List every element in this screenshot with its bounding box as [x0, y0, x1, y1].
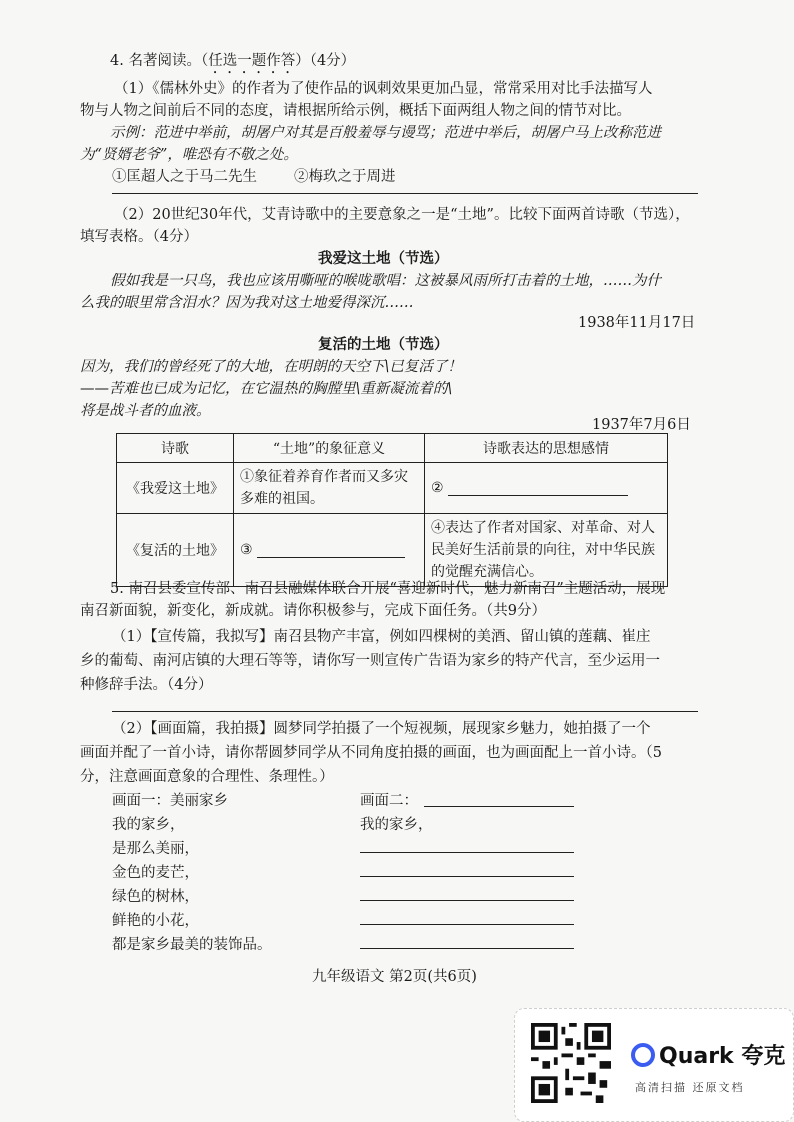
- poem2-line3: 将是战斗者的血液。: [80, 403, 211, 419]
- poem2-line2: ——苦难也已成为记忆，在它温热的胸膛里\重新凝流着的\: [80, 381, 453, 397]
- q4-item2: ②梅玖之于周进: [294, 169, 396, 185]
- q4-title: 4. 名著阅读。（任选一题作答）（4分）: [110, 53, 356, 69]
- q5-task1-line2: 乡的葡萄、南河店镇的大理石等等，请你写一则宣传广告语为家乡的特产代言，至少运用一: [80, 653, 660, 669]
- scene2-title-blank[interactable]: [424, 806, 574, 807]
- scene2-blank-line[interactable]: [360, 948, 574, 949]
- qr-code-icon: [531, 1023, 611, 1103]
- row2-feeling: ④表达了作者对国家、对革命、对人民美好生活前景的向往，对中华民族的觉醒充满信心。: [425, 514, 668, 587]
- quark-tagline: 高清扫描 还原文档: [635, 1081, 745, 1094]
- scene1-line: 是那么美丽，: [112, 841, 199, 857]
- q4-part2-line1: （2）20世纪30年代，艾青诗歌中的主要意象之一是“土地”。比较下面两首诗歌（节选），: [114, 207, 690, 223]
- scene1-line: 都是家乡最美的装饰品。: [112, 937, 272, 953]
- row2-poem: 《复活的土地》: [117, 514, 234, 587]
- row1-feeling-cell[interactable]: [425, 463, 668, 514]
- q4-part2-line2: 填写表格。（4分）: [80, 229, 198, 245]
- q5-task2-line2: 画面并配了一首小诗，请你帮圆梦同学从不同角度拍摄的画面，也为画面配上一首小诗。（5: [80, 745, 662, 761]
- poem1-title: 我爱这土地（节选）: [318, 250, 449, 267]
- q4-answer-line[interactable]: [112, 193, 698, 194]
- table-header-row: [117, 434, 668, 463]
- quark-badge: [514, 1008, 794, 1122]
- q5-task2-line1: （2）【画面篇，我拍摄】圆梦同学拍摄了一个短视频，展现家乡魅力，她拍摄了一个: [112, 721, 651, 737]
- q5-intro-line1: 5. 南召县委宣传部、南召县融媒体联合开展“喜迎新时代，魅力新南召”主题活动，展现: [110, 581, 666, 597]
- scene2-label: 画面二：: [360, 793, 418, 809]
- table-header-meaning: “土地”的象征意义: [234, 434, 425, 463]
- scene2-first-line: 我的家乡，: [360, 817, 433, 833]
- quark-logo-icon: [631, 1043, 655, 1067]
- table-row: [117, 463, 668, 514]
- scene1-line: 我的家乡，: [112, 817, 185, 833]
- poem1-line2: 么我的眼里常含泪水？因为我对这土地爱得深沉……: [80, 295, 414, 311]
- q4-item1: ①匡超人之于马二先生: [112, 169, 257, 185]
- table-header-feeling: 诗歌表达的思想感情: [425, 434, 668, 463]
- poem1-date: 1938年11月17日: [578, 315, 696, 331]
- page-footer: 九年级语文 第2页(共6页): [312, 969, 477, 985]
- scene2-blank-line[interactable]: [360, 900, 574, 901]
- row2-meaning-blank[interactable]: [257, 557, 405, 558]
- scene2-blank-line[interactable]: [360, 924, 574, 925]
- row2-meaning-cell[interactable]: [234, 514, 425, 587]
- q5-task1-line3: 种修辞手法。（4分）: [80, 677, 213, 693]
- quark-logo: Quark 夸克: [631, 1039, 785, 1070]
- scene2-blank-line[interactable]: [360, 852, 574, 853]
- row2-meaning: ③: [240, 542, 253, 558]
- q4-part1-line2: 物与人物之间前后不同的态度，请根据所给示例，概括下面两组人物之间的情节对比。: [80, 103, 631, 119]
- scene1-label: 画面一：美丽家乡: [112, 793, 228, 809]
- q5-task1-line1: （1）【宣传篇，我拟写】南召县物产丰富，例如四棵树的美酒、留山镇的莲藕、崔庄: [112, 629, 651, 645]
- row1-poem: 《我爱这土地》: [117, 463, 234, 514]
- row1-feeling-blank[interactable]: [448, 495, 628, 496]
- q4-example-line2: 为“贤婿老爷”，唯恐有不敬之处。: [80, 147, 298, 163]
- row1-feeling: ②: [431, 480, 444, 496]
- row1-meaning: ①象征着养育作者而又多灾多难的祖国。: [234, 463, 425, 514]
- q5-task2-line3: 分，注意画面意象的合理性、条理性。）: [80, 769, 334, 785]
- poem1-line1: 假如我是一只鸟，我也应该用嘶哑的喉咙歌唱：这被暴风雨所打击着的土地，……为什: [110, 273, 661, 289]
- q4-part1-line1: （1）《儒林外史》的作者为了使作品的讽刺效果更加凸显，常常采用对比手法描写人: [114, 81, 653, 97]
- scene1-line: 绿色的树林，: [112, 889, 199, 905]
- scene1-line: 鲜艳的小花，: [112, 913, 199, 929]
- poem2-title: 复活的土地（节选）: [318, 336, 449, 353]
- scene1-line: 金色的麦芒，: [112, 865, 199, 881]
- q5-task1-answer-line[interactable]: [112, 711, 698, 712]
- comparison-table: [116, 433, 668, 587]
- scene2-blank-line[interactable]: [360, 876, 574, 877]
- poem2-line1: 因为，我们的曾经死了的大地，在明朗的天空下\已复活了！: [80, 359, 462, 375]
- q5-intro-line2: 南召新面貌，新变化，新成就。请你积极参与，完成下面任务。（共9分）: [80, 603, 546, 619]
- table-row: [117, 514, 668, 587]
- table-header-poem: 诗歌: [117, 434, 234, 463]
- q4-example-line1: 示例：范进中举前，胡屠户对其是百般羞辱与谩骂；范进中举后，胡屠户马上改称范进: [110, 125, 661, 141]
- poem2-date: 1937年7月6日: [592, 417, 691, 433]
